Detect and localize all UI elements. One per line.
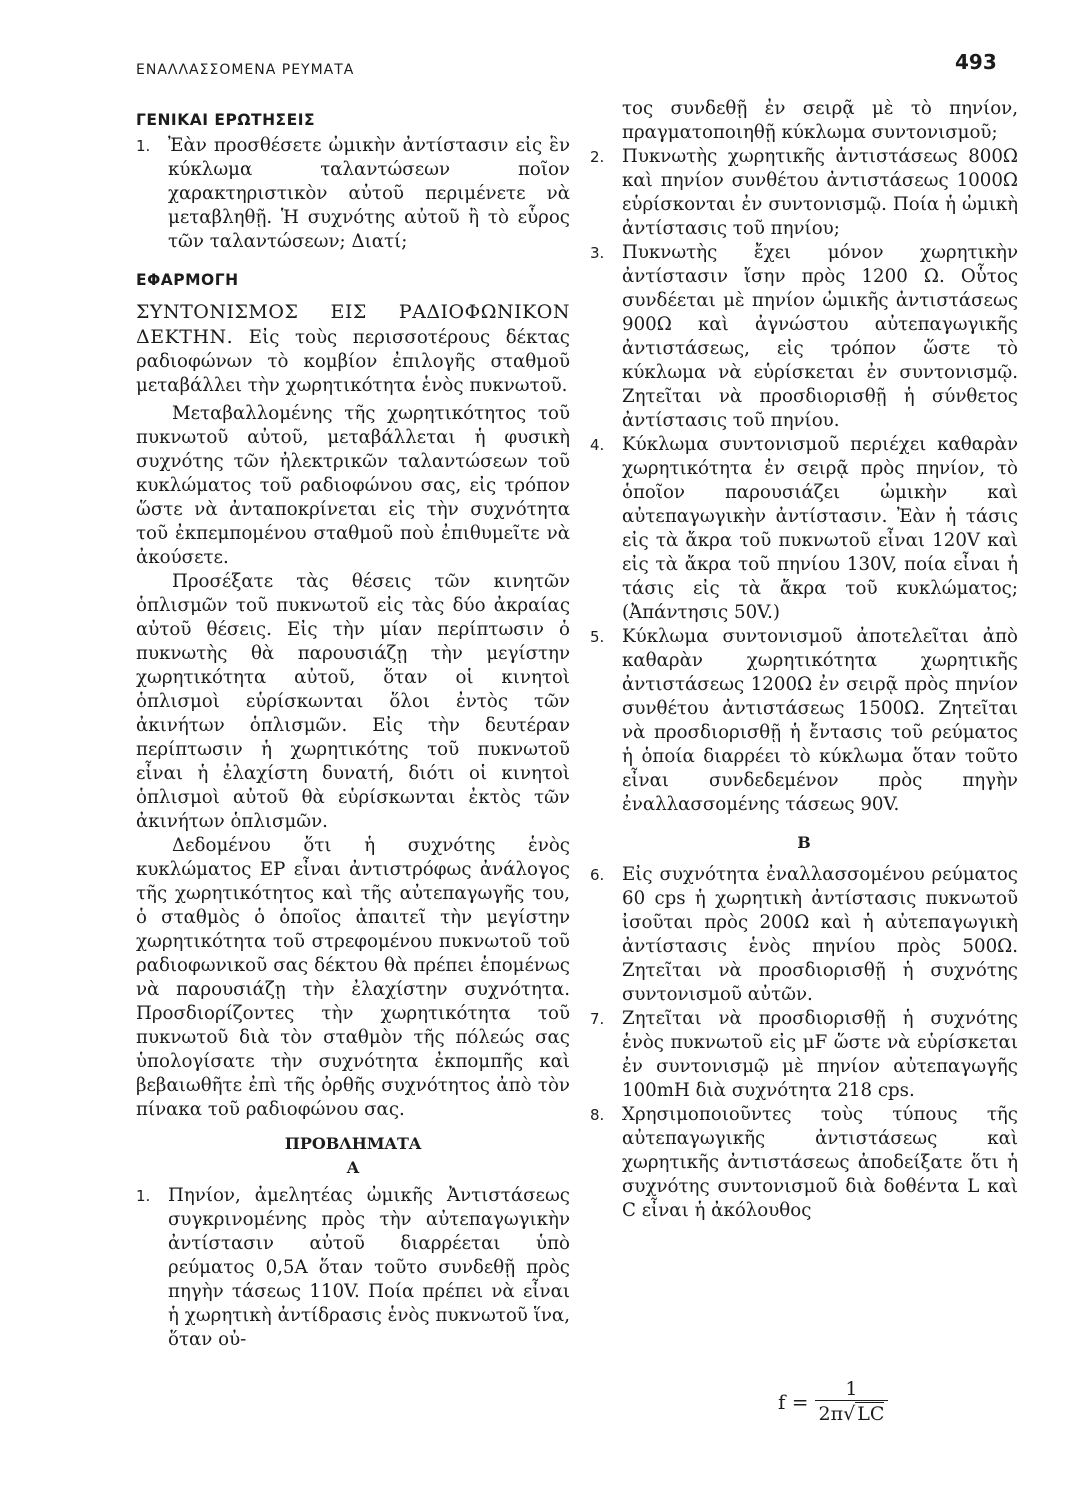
problem-text: Χρησιμοποιοῦντες τοὺς τύπους τῆς αὐτεπαγωγικῆς ἀντιστάσεως καὶ χωρητικῆς ἀντιστάσεως ἀποδείξατε ὅτι ἡ συχνότης συντονισμοῦ διὰ δοθέντα L καὶ C εἶναι ἡ ἀκόλουθος [622,1104,1018,1221]
formula-sqrt-argument: LC [857,1403,885,1425]
problem-number: 6. [590,866,605,884]
problem-1-continued [590,97,1018,145]
problem-5 [590,625,1018,817]
problem-text: Πυκνωτὴς χωρητικῆς ἀντιστάσεως 800Ω καὶ πηνίον συνθέτου ἀντιστάσεως 1000Ω εὑρίσκονται ἐν συντονισμῷ. Ποία ἡ ὠμικὴ ἀντίστασις τοῦ πηνίου; [622,146,1018,239]
problem-2 [590,145,1018,241]
problem-text: Πηνίον, ἀμελητέας ὠμικῆς Ἀντιστάσεως συγκρινομένης πρὸς τὴν αὐτεπαγωγικὴν ἀντίστασιν αὐτοῦ διαρρέεται ὑπὸ ρεύματος 0,5Α ὅταν τοῦτο συνδεθῇ πρὸς πηγὴν τάσεως 110V. Ποία πρέπει νὰ εἶναι ἡ χωρητικὴ ἀντίδρασις ἑνὸς πυκνωτοῦ ἵνα, ὅταν οὐ- [168,1185,570,1350]
question-text: Ἐὰν προσθέσετε ὠμικὴν ἀντίστασιν εἰς ἓν κύκλωμα ταλαντώσεων ποῖον χαρακτηριστικὸν αὐτοῦ περιμένετε νὰ μεταβληθῇ. Ἡ συχνότης αὐτοῦ ἢ τὸ εὗρος τῶν ταλαντώσεων; Διατί; [168,135,570,252]
sqrt-icon: √ [843,1403,856,1425]
problem-3 [590,241,1018,433]
problem-text: Εἰς συχνότητα ἐναλλασσομένου ρεύματος 60 cps ἡ χωρητικὴ ἀντίστασις πυκνωτοῦ ἰσοῦται πρὸς 200Ω καὶ ἡ αὐτεπαγωγικὴ ἀντίστασις ἑνὸς πηνίου πρὸς 500Ω. Ζητεῖται νὰ προσδιορισθῇ ἡ συχνότης συντονισμοῦ αὐτῶν. [622,864,1018,1005]
problem-number: 1. [136,1187,151,1205]
general-questions-heading: ΓΕΝΙΚΑΙ ΕΡΩΤΗΣΕΙΣ [136,111,316,129]
question-number: 1. [136,137,151,155]
question-1 [136,134,570,254]
formula-denominator-prefix: 2π [818,1403,844,1425]
problem-8 [590,1103,1018,1223]
paragraph: Προσέξατε τὰς θέσεις τῶν κινητῶν ὁπλισμῶν τοῦ πυκνωτοῦ εἰς τὰς δύο ἀκραίας αὐτοῦ θέσεις. Εἰς τὴν μίαν περίπτωσιν ὁ πυκνωτὴς θὰ παρουσιάζῃ τὴν μεγίστην χωρητικότητα αὐτοῦ, ὅταν οἱ κινητοὶ ὁπλισμοὶ εὑρίσκωνται ὅλοι ἐντὸς τῶν ἀκινήτων ὁπλισμῶν. Εἰς τὴν δευτέραν περίπτωσιν ἡ χωρητικότης τοῦ πυκνωτοῦ εἶναι ἡ ἐλαχίστη δυνατή, διότι οἱ κινητοὶ ὁπλισμοὶ αὐτοῦ θὰ εὑρίσκωνται ἐκτὸς τῶν ἀκινήτων ὁπλισμῶν. [136,571,570,832]
paragraph: Δεδομένου ὅτι ἡ συχνότης ἑνὸς κυκλώματος ΕΡ εἶναι ἀντιστρόφως ἀνάλογος τῆς χωρητικότητος καὶ τῆς αὐτεπαγωγῆς του, ὁ σταθμὸς ὁ ὁποῖος ἀπαιτεῖ τὴν μεγίστην χωρητικότητα τοῦ στρεφομένου πυκνωτοῦ τοῦ ραδιοφωνικοῦ σας δέκτου θὰ πρέπει ἑπομένως νὰ παρουσιάζῃ τὴν ἐλαχίστην συχνότητα. Προσδιορίζοντες τὴν χωρητικότητα τοῦ πυκνωτοῦ διὰ τὸν σταθμὸν τῆς πόλεώς σας ὑπολογίσατε τὴν συχνότητα ἐκπομπῆς καὶ βεβαιωθῆτε ἐπὶ τῆς ὀρθῆς συχνότητος ἀπὸ τὸν πίνακα τοῦ ραδιοφώνου σας. [136,835,570,1120]
problem-text: Πυκνωτὴς ἔχει μόνον χωρητικὴν ἀντίστασιν ἴσην πρὸς 1200 Ω. Οὗτος συνδέεται μὲ πηνίον ὠμικῆς ἀντιστάσεως 900Ω καὶ ἀγνώστου αὐτεπαγωγικῆς ἀντιστάσεως, εἰς τρόπον ὥστε τὸ κύκλωμα νὰ εὑρίσκεται ἐν συντονισμῷ. Ζητεῖται νὰ προσδιορισθῇ ἡ σύνθετος ἀντίστασις τοῦ πηνίου. [622,242,1018,431]
problem-number: 7. [590,1010,605,1028]
problem-number: 4. [590,436,605,454]
problem-6 [590,863,1018,1007]
running-title: ΕΝΑΛΛΑΣΣΟΜΕΝΑ ΡΕΥΜΑΤΑ [136,62,355,78]
problem-number: 8. [590,1106,605,1124]
application-heading: ΕΦΑΡΜΟΓΗ [136,271,239,289]
resonance-formula [778,1378,888,1425]
problem-text: Κύκλωμα συντονισμοῦ ἀποτελεῖται ἀπὸ καθαρὰν χωρητικότητα χωρητικῆς ἀντιστάσεως 1200Ω ἐν σειρᾷ πρὸς πηνίον συνθέτου ἀντιστάσεως 1500Ω. Ζητεῖται νὰ προσδιορισθῇ ἡ ἔντασις τοῦ ρεύματος ἡ ὁποία διαρρέει τὸ κύκλωμα ὅταν τοῦτο εἶναι συνδεδεμένον πρὸς πηγὴν ἐναλλασσομένης τάσεως 90V. [622,626,1018,815]
formula-denominator [815,1400,889,1425]
paragraph: Μεταβαλλομένης τῆς χωρητικότητος τοῦ πυκνωτοῦ αὐτοῦ, μεταβάλλεται ἡ φυσικὴ συχνότης τῶν ἠλεκτρικῶν ταλαντώσεων τοῦ κυκλώματος τοῦ ραδιοφώνου σας, εἰς τρόπον ὥστε νὰ ἀνταποκρίνεται εἰς τὴν συχνότητα τοῦ ἐκπεμπομένου σταθμοῦ ποὺ ἐπιθυμεῖτε νὰ ἀκούσετε. [136,403,570,568]
problem-4 [590,433,1018,625]
page-number: 493 [955,50,997,74]
formula-lhs: f = [778,1389,809,1414]
problem-text: τος συνδεθῇ ἐν σειρᾷ μὲ τὸ πηνίον, πραγματοποιηθῇ κύκλωμα συντονισμοῦ; [622,98,1018,143]
application-title: ΣΥΝΤΟΝΙΣΜΟΣ ΕΙΣ ΡΑΔΙΟΦΩΝΙΚΟΝ ΔΕΚΤΗΝ. [136,301,570,348]
problem-text: Ζητεῖται νὰ προσδιορισθῇ ἡ συχνότης ἑνὸς πυκνωτοῦ εἰς μF ὥστε νὰ εὑρίσκεται ἐν συντονισμῷ μὲ πηνίον αὐτεπαγωγῆς 100mH διὰ συχνότητα 218 cps. [622,1008,1018,1101]
left-column [136,100,570,1352]
problem-text: Κύκλωμα συντονισμοῦ περιέχει καθαρὰν χωρητικότητα ἐν σειρᾷ πρὸς πηνίον, τὸ ὁποῖον παρουσιάζει ὠμικὴν καὶ αὐτεπαγωγικὴν ἀντίστασιν. Ἐὰν ἡ τάσις εἰς τὰ ἄκρα τοῦ πυκνωτοῦ εἶναι 120V καὶ εἰς τὰ ἄκρα τοῦ πηνίου 130V, ποία εἶναι ἡ τάσις εἰς τὰ ἄκρα τοῦ κυκλώματος; (Ἀπάντησις 50V.) [622,434,1018,623]
formula-numerator: 1 [845,1378,858,1400]
section-b-label: Β [797,833,811,852]
section-a-label: Α [346,1158,360,1177]
application-intro: Εἰς τοὺς περισσοτέρους δέκτας ραδιοφώνων τὸ κομβίον ἐπιλογῆς σταθμοῦ μεταβάλλει τὴν χωρητικότητα ἑνὸς πυκνωτοῦ. [136,327,570,396]
problem-number: 3. [590,244,605,262]
problems-heading: ΠΡΟΒΛΗΜΑΤΑ [284,1134,422,1153]
problem-1 [136,1184,570,1352]
formula-fraction [815,1378,889,1425]
problem-number: 2. [590,148,605,166]
problem-7 [590,1007,1018,1103]
right-column [590,97,1018,1223]
application-intro-paragraph [136,300,570,398]
problem-number: 5. [590,628,605,646]
